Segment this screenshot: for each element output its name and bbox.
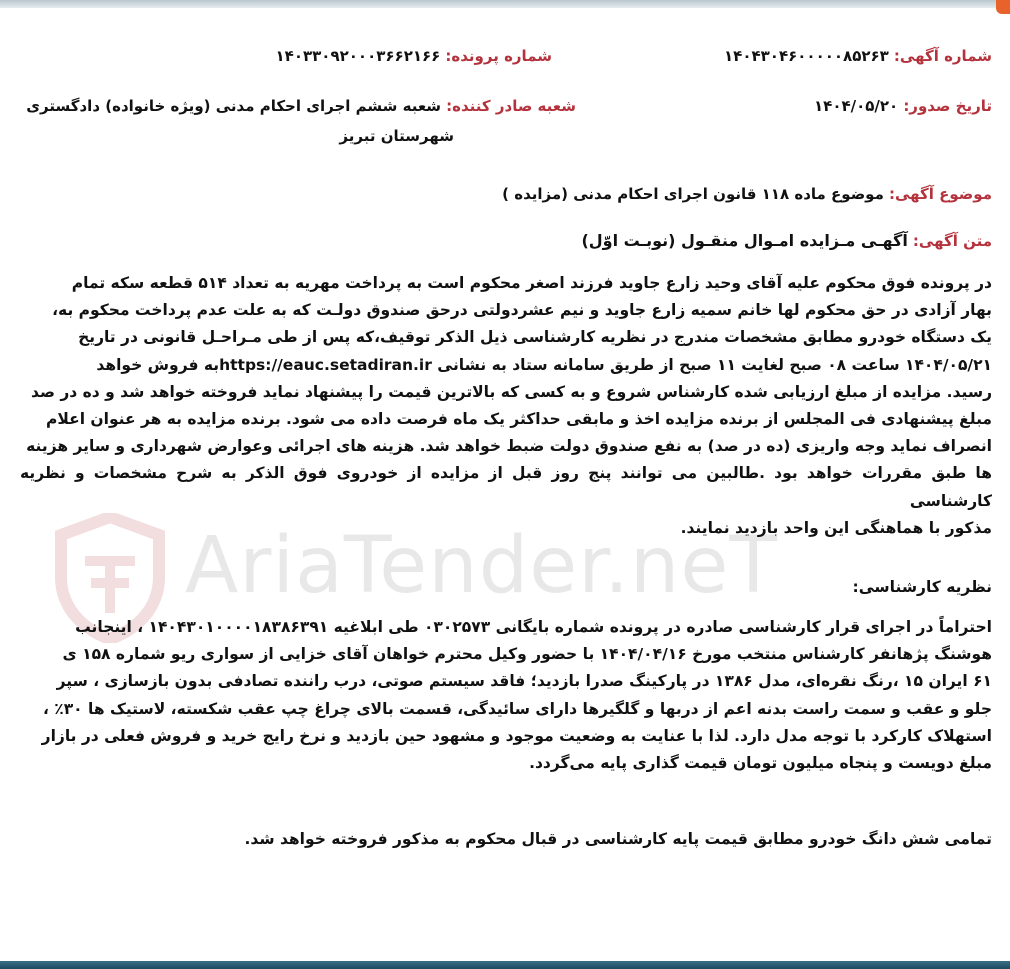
opinion-line: هوشنگ پژهانفر کارشناس منتخب مورخ ۱۴۰۴/۰۴/۱۶ با حضور وکیل محترم خواهان آقای خزایی از سواری ریو شماره ۱۵۸ ی [62,645,992,664]
ad-number-row [724,46,992,65]
opinion-line: استهلاک کارکرد با توجه مدل دارد. لذا با عنایت به وضعیت موجود و مشهود حین بازدید و نرخ رایج خرید و فروش فعلی در بازار [41,726,992,745]
body-line: ۱۴۰۴/۰۵/۲۱ ساعت ۰۸ صبح لغایت ۱۱ صبح از طریق سامانه ستاد به نشانی https://eauc.setadiran.irبه فروش خواهد [96,355,992,374]
case-number: ۱۴۰۳۳۰۹۲۰۰۰۳۶۶۲۱۶۶ [275,47,441,65]
opinion-line: مبلغ دویست و پنجاه میلیون تومان قیمت گذاری پایه می‌گردد. [529,754,992,773]
expert-opinion [20,614,992,777]
ad-number-label: شماره آگهی: [893,47,992,65]
opinion-line: جلو و عقب و سمت راست بدنه اعم از دربها و گلگیرها دارای سائیدگی، قسمت بالای چراغ چپ عقب شکسته، لاستیک ها ۳۰٪ ، [42,699,992,718]
subject: موضوع ماده ۱۱۸ قانون اجرای احکام مدنی (مزایده ) [502,185,884,203]
branch-line1: شعبه ششم اجرای احکام مدنی (ویژه خانواده) دادگستری [26,97,442,115]
body-line: انصراف نماید وجه واریزی (ده در صد) به نفع صندوق دولت ضبط خواهد شد. هزینه های اجرائی وعوارض شهرداری و سایر هزینه [26,437,992,456]
subject-row [502,184,992,203]
body-line: مذکور با هماهنگی این واحد بازدید نمایند. [680,518,992,537]
body-line: ها طبق مقررات خواهد بود .طالبین می توانند پنج روز قبل از مزایده از خودروی فوق الذکر به شرح مشخصات و نظریه کارشناسی [20,464,992,510]
announcement-body [20,270,992,542]
window-top-bar [0,0,1010,8]
subject-label: موضوع آگهی: [888,185,992,203]
opinion-line: ۶۱ ایران ۱۵ ،رنگ نقره‌ای، مدل ۱۳۸۶ در پارکینگ صدرا بازدید؛ فاقد سیستم صوتی، درب راننده تصادفی بدون بازسازی ، سپر [56,672,992,691]
final-statement: تمامی شش دانگ خودرو مطابق قیمت پایه کارشناسی در قبال محکوم به مذکور فروخته خواهد شد. [244,830,992,848]
text-title-row [581,231,992,250]
text-title: آگهـی مـزایده امـوال منقـول (نوبـت اوّل) [581,231,908,250]
text-label: متن آگهی: [912,232,992,250]
issue-date-row [814,96,992,115]
issue-date-label: تاریخ صدور: [903,97,992,115]
body-line: در پرونده فوق محکوم علیه آقای وحید زارع جاوید فرزند اصغر محکوم است به پرداخت مهریه به تعداد ۵۱۴ قطعه سکه تمام [71,274,992,292]
branch-label: شعبه صادر کننده: [446,97,576,115]
branch-line2: شهرستان تبریز [339,127,454,145]
issue-date: ۱۴۰۴/۰۵/۲۰ [814,97,899,115]
announcement-page [0,8,1010,961]
body-line: رسید. مزایده از مبلغ ارزیابی شده کارشناس شروع و به کسی که بالاترین قیمت را پیشنهاد نماید فروخته خواهد شد و ده در صد [31,382,992,401]
body-line: مبلغ پیشنهادی فی المجلس از برنده مزایده اخذ و مابقی حداکثر یک ماه فرصت داده می شود. برنده مزایده به هر عنوان اعلام [45,410,992,429]
opinion-line: احتراماً در اجرای قرار کارشناسی صادره در پرونده شماره بایگانی ۰۳۰۲۵۷۳ طی ابلاغیه ۱۴۰۴۳۰۱۰۰۰۰۱۸۳۸۶۳۹۱ ، اینجانب [75,618,992,636]
ad-number: ۱۴۰۴۳۰۴۶۰۰۰۰۰۸۵۲۶۳ [724,47,889,65]
body-line: بهار آزادی در حق محکوم لها خانم سمیه زارع جاوید و نیم عشردولتی درحق صندوق دولـت که به علت عدم پرداخت محکوم به، [52,301,992,320]
branch-row [26,96,576,115]
case-number-label: شماره پرونده: [445,47,552,65]
opinion-heading: نظریه کارشناسی: [852,578,992,596]
window-bottom-bar [0,961,1010,969]
watermark-text: AriaTender.neT [185,521,778,611]
case-number-row [276,46,552,65]
branch-line2-row [339,126,454,145]
body-line: یک دستگاه خودرو مطابق مشخصات مندرج در نظریه کارشناسی ذیل الذکر توقیف،که پس از طی مـراحـل قانونی در تاریخ [78,328,992,347]
